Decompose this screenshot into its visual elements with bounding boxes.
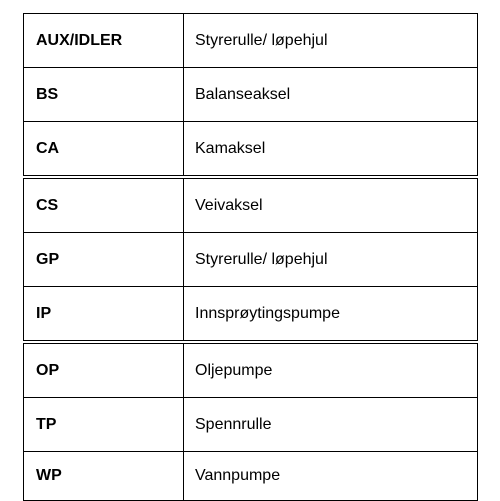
abbreviation-code: TP <box>24 398 184 452</box>
table-row <box>24 287 478 343</box>
table-row <box>24 398 478 452</box>
table-row <box>24 177 478 233</box>
abbreviation-description: Styrerulle/ løpehjul <box>184 14 478 68</box>
table-row <box>24 233 478 287</box>
abbreviation-table-container <box>23 13 477 487</box>
abbreviation-code: BS <box>24 68 184 122</box>
abbreviation-code: CS <box>24 177 184 233</box>
abbreviation-code: OP <box>24 342 184 398</box>
abbreviation-description: Oljepumpe <box>184 342 478 398</box>
abbreviation-code: AUX/IDLER <box>24 14 184 68</box>
table-row <box>24 68 478 122</box>
abbreviation-description: Balanseaksel <box>184 68 478 122</box>
abbreviation-code: CA <box>24 122 184 178</box>
table-row <box>24 342 478 398</box>
table-row <box>24 452 478 501</box>
abbreviation-code: IP <box>24 287 184 343</box>
table-row <box>24 122 478 178</box>
abbreviation-description: Veivaksel <box>184 177 478 233</box>
abbreviation-description: Spennrulle <box>184 398 478 452</box>
abbreviation-description: Innsprøytingspumpe <box>184 287 478 343</box>
abbreviation-description: Vannpumpe <box>184 452 478 501</box>
abbreviation-description: Kamaksel <box>184 122 478 178</box>
abbreviation-description: Styrerulle/ løpehjul <box>184 233 478 287</box>
abbreviation-code: GP <box>24 233 184 287</box>
abbreviation-table <box>23 13 478 501</box>
abbreviation-code: WP <box>24 452 184 501</box>
table-row <box>24 14 478 68</box>
